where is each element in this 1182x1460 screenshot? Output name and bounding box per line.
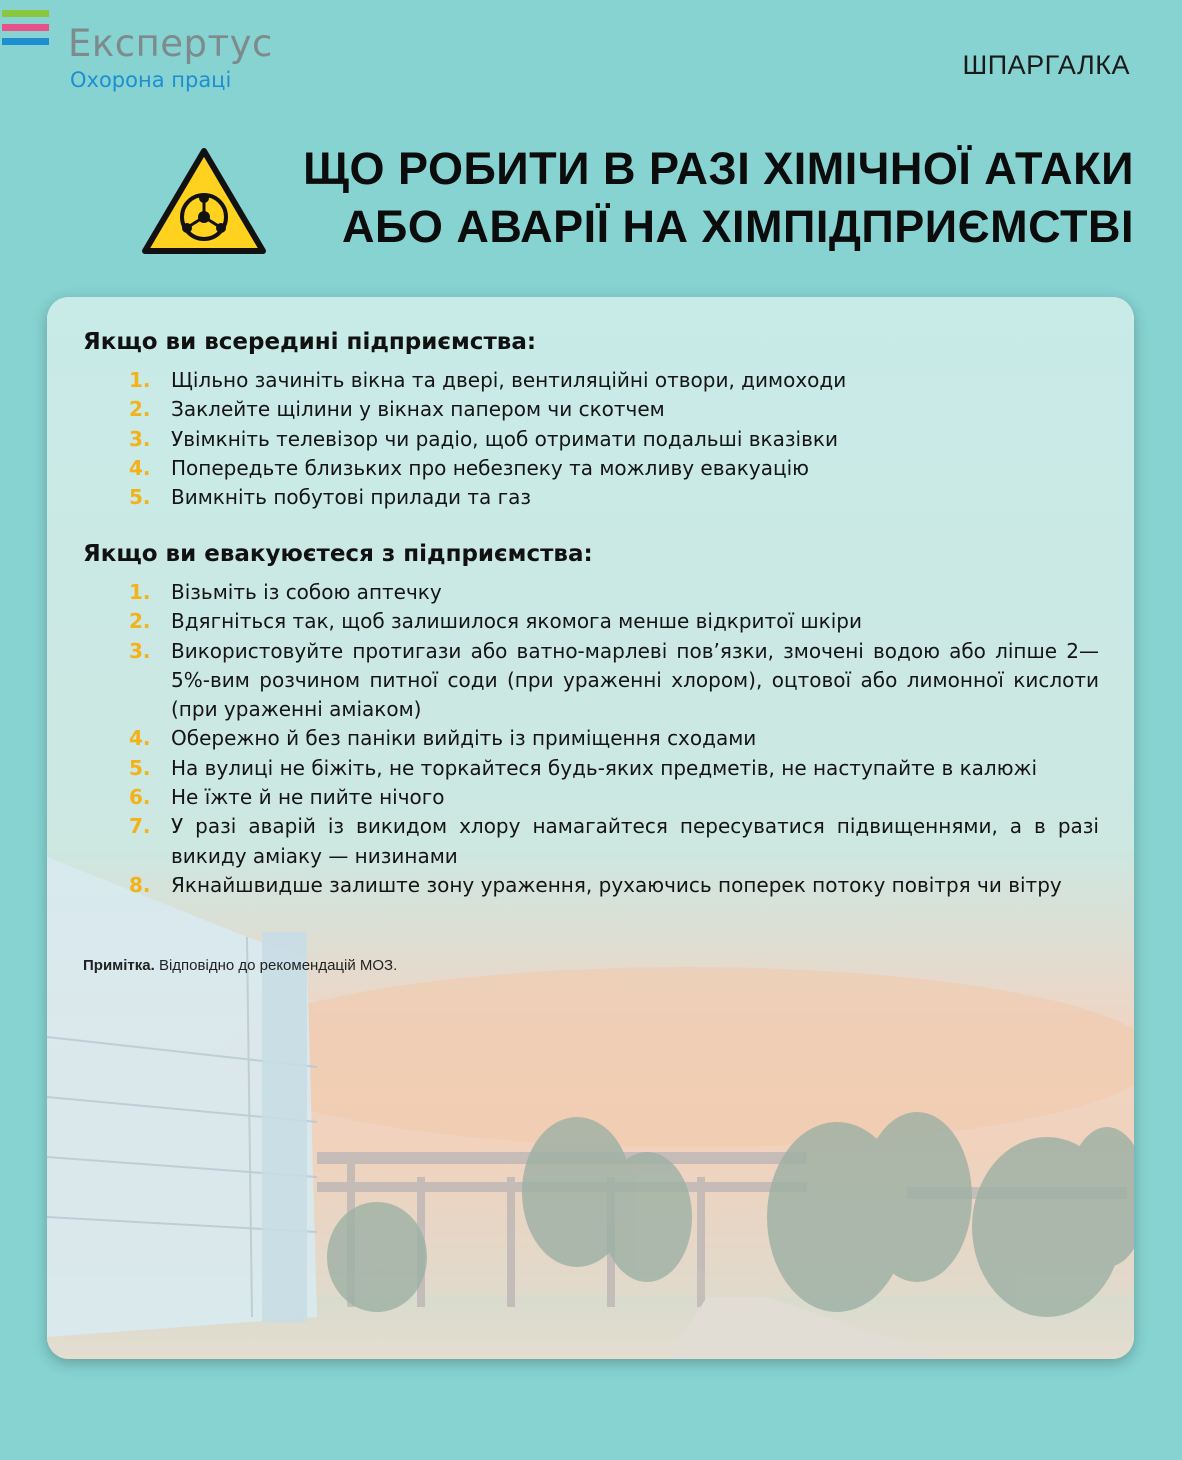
- list-item: [129, 783, 1099, 812]
- list-item: [129, 483, 1099, 512]
- item-text: Вимкніть побутові прилади та газ: [171, 485, 532, 510]
- item-number: 2.: [129, 397, 151, 422]
- brand-name: Експертус: [68, 22, 273, 65]
- title-line-1: ЩО РОБИТИ В РАЗІ ХІМІЧНОЇ АТАКИ: [303, 143, 1134, 194]
- item-number: 8.: [129, 872, 151, 897]
- list-item: [129, 578, 1099, 607]
- brand-subtitle: Охорона праці: [70, 68, 232, 92]
- footnote-text: Відповідно до рекомендацій МОЗ.: [154, 957, 398, 974]
- item-text: Попередьте близьких про небезпеку та можливу евакуацію: [171, 455, 809, 480]
- item-number: 6.: [129, 785, 151, 810]
- item-text: Увімкніть телевізор чи радіо, щоб отримати подальші вказівки: [171, 426, 838, 451]
- item-text: Заклейте щілини у вікнах папером чи скотчем: [171, 397, 665, 422]
- document-tag: ШПАРГАЛКА: [962, 50, 1130, 80]
- item-text: Не їжте й не пийте нічого: [171, 785, 445, 810]
- list-item: [129, 607, 1099, 636]
- item-number: 3.: [129, 638, 151, 663]
- list-item: [129, 812, 1099, 871]
- item-number: 5.: [129, 755, 151, 780]
- list-item: [129, 637, 1099, 725]
- footnote-label: Примітка.: [83, 957, 155, 974]
- item-number: 3.: [129, 426, 151, 451]
- list-item: [129, 366, 1099, 395]
- item-text: На вулиці не біжіть, не торкайтеся будь-яких предметів, не наступайте в калюжі: [171, 755, 1038, 780]
- list-item: [129, 724, 1099, 753]
- logo-mark-icon: [2, 10, 49, 52]
- inside-instructions-list: [129, 366, 1099, 512]
- item-number: 7.: [129, 814, 151, 839]
- section-heading-inside: Якщо ви всередині підприємства:: [83, 329, 537, 355]
- item-text: У разі аварій із викидом хлору намагайтеся пересуватися підвищеннями, а в разі викиду аміаку — низинами: [171, 814, 1099, 868]
- item-number: 5.: [129, 485, 151, 510]
- info-card: [47, 297, 1134, 1359]
- list-item: [129, 395, 1099, 424]
- section-heading-evacuation: Якщо ви евакуюєтеся з підприємства:: [83, 541, 593, 567]
- list-item: [129, 754, 1099, 783]
- item-text: Щільно зачиніть вікна та двері, вентиляційні отвори, димоходи: [171, 368, 847, 392]
- item-number: 4.: [129, 455, 151, 480]
- item-text: Використовуйте протигази або ватно-марлеві пов’язки, змочені водою або ліпше 2—5%-вим розчином питної соди (при ураженні хлором), оцтової або лимонної кислоти (при ураженні аміаком): [171, 638, 1099, 722]
- footnote: [83, 957, 397, 974]
- item-text: Візьміть із собою аптечку: [171, 580, 442, 604]
- item-number: 4.: [129, 726, 151, 751]
- list-item: [129, 454, 1099, 483]
- title-line-2: АБО АВАРІЇ НА ХІМПІДПРИЄМСТВІ: [341, 201, 1134, 252]
- item-text: Вдягніться так, щоб залишилося якомога менше відкритої шкіри: [171, 609, 862, 634]
- item-number: 2.: [129, 609, 151, 634]
- item-text: Обережно й без паніки вийдіть із приміщення сходами: [171, 726, 757, 751]
- list-item: [129, 425, 1099, 454]
- page-title: [303, 140, 1134, 256]
- list-item: [129, 871, 1099, 900]
- evacuation-instructions-list: [129, 578, 1099, 900]
- chemical-hazard-icon: [141, 147, 267, 257]
- item-text: Якнайшвидше залиште зону ураження, рухаючись поперек потоку повітря чи вітру: [171, 872, 1062, 897]
- item-number: 1.: [129, 368, 151, 392]
- item-number: 1.: [129, 580, 151, 604]
